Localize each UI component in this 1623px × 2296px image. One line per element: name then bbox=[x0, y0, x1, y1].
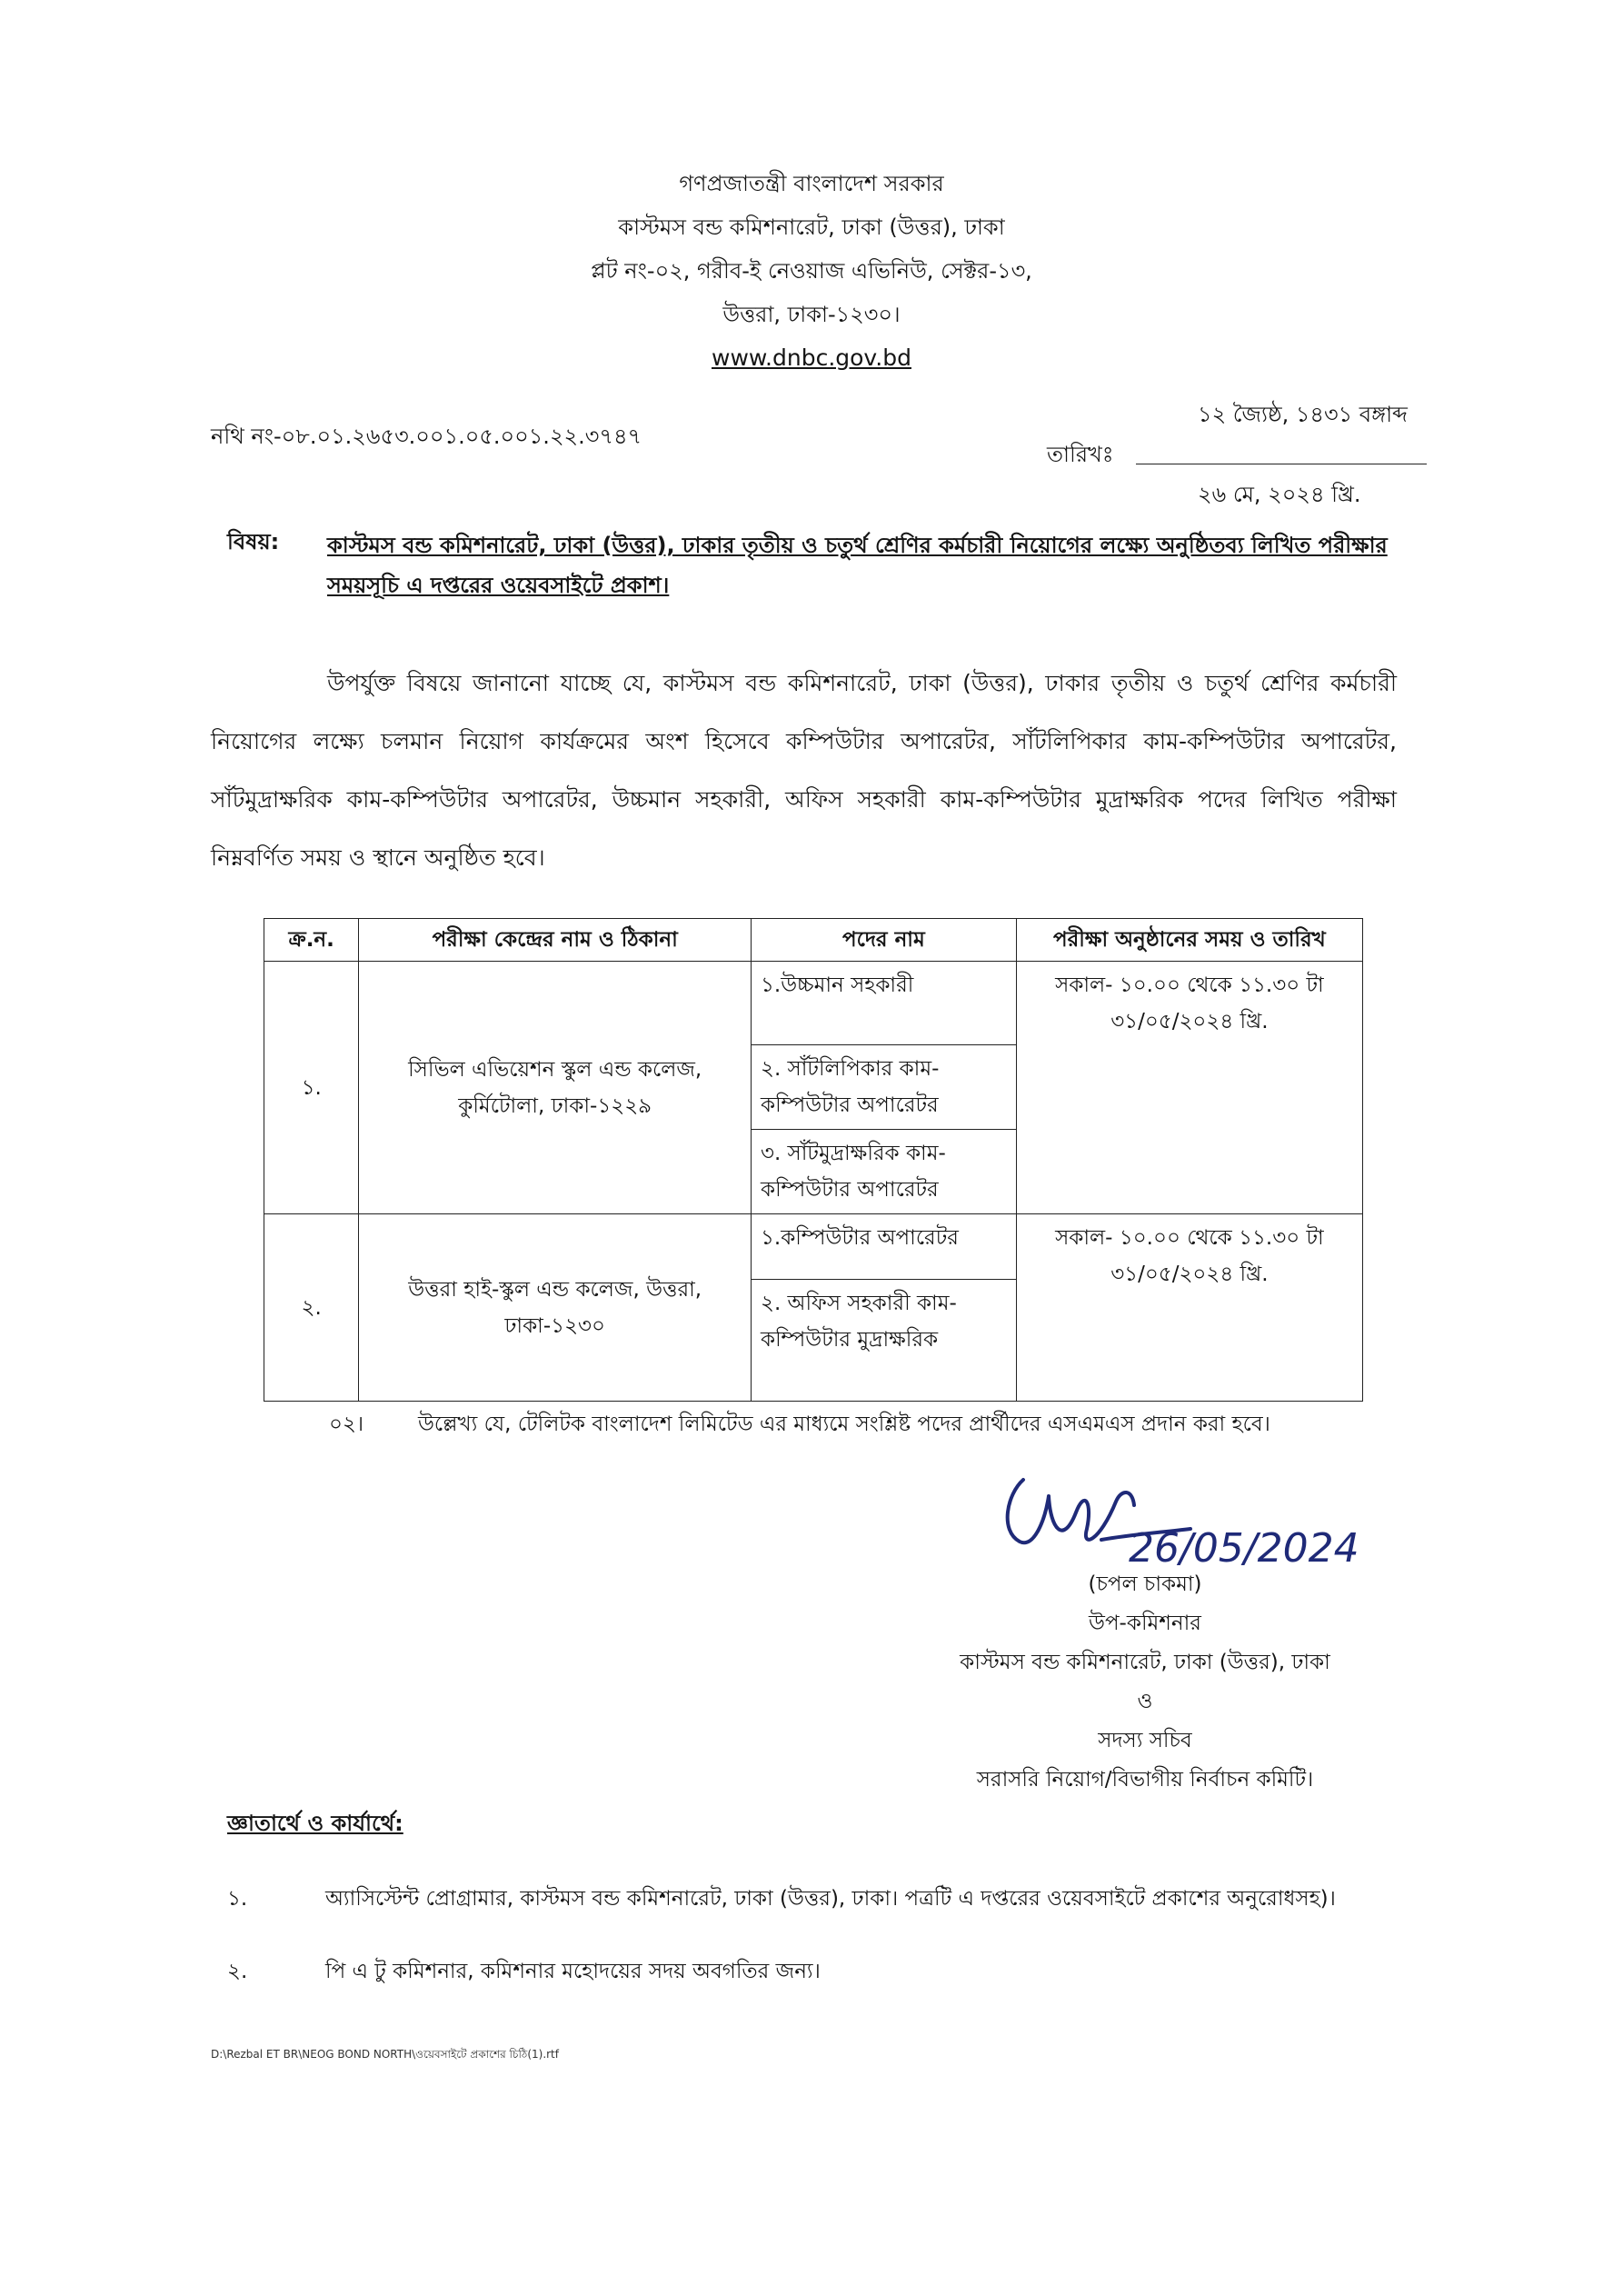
file-number: নথি নং-০৮.০১.২৬৫৩.০০১.০৫.০০১.২২.৩৭৪৭ bbox=[211, 424, 642, 449]
subject-label: বিষয়: bbox=[227, 529, 280, 554]
row-post-name: ২. অফিস সহকারী কাম-কম্পিউটার মুদ্রাক্ষরিক bbox=[751, 1280, 1016, 1402]
row-exam-center: উত্তরা হাই-স্কুল এন্ড কলেজ, উত্তরা, ঢাকা-১২৩০ bbox=[359, 1214, 752, 1402]
exam-time: সকাল- ১০.০০ থেকে ১১.৩০ টা bbox=[1055, 1226, 1324, 1250]
signature-date: 26/05/2024 bbox=[1129, 1525, 1359, 1569]
row-exam-time bbox=[1016, 1214, 1362, 1402]
signer-designation: উপ-কমিশনার bbox=[1089, 1612, 1201, 1635]
signer-office: কাস্টমস বন্ড কমিশনারেট, ঢাকা (উত্তর), ঢাকা bbox=[960, 1651, 1330, 1674]
letterhead-address-1: প্লট নং-০২, গরীব-ই নেওয়াজ এভিনিউ, সেক্টর-১৩, bbox=[591, 258, 1032, 284]
handwritten-signature bbox=[980, 1462, 1407, 1569]
file-path-footer: D:\Rezbal ET BR\NEOG BOND NORTH\ওয়েবসাইটে প্রকাশের চিঠি(1).rtf bbox=[211, 2048, 559, 2061]
subject-content: কাস্টমস বন্ড কমিশনারেট, ঢাকা (উত্তর), ঢাকার তৃতীয় ও চতুর্থ শ্রেণির কর্মচারী নিয়োগের লক্ষ্যে অনুষ্ঠিতব্য লিখিত পরীক্ষার সময়সূচি এ দপ্তরের ওয়েবসাইটে প্রকাশ। bbox=[327, 533, 1388, 598]
exam-schedule-table bbox=[264, 918, 1363, 1402]
cc-item-number: ২. bbox=[227, 1960, 248, 1983]
letterhead-website-link[interactable]: www.dnbc.gov.bd bbox=[712, 344, 911, 371]
date-label: তারিখঃ bbox=[1047, 442, 1114, 467]
row-post-name: ১.কম্পিউটার অপারেটর bbox=[751, 1214, 1016, 1280]
row-serial: ১. bbox=[264, 962, 359, 1214]
row-post-name: ১.উচ্চমান সহকারী bbox=[751, 962, 1016, 1045]
note-number: ০২। bbox=[329, 1413, 364, 1436]
letterhead bbox=[0, 162, 1623, 380]
row-post-name: ৩. সাঁটমুদ্রাক্ষরিক কাম-কম্পিউটার অপারেটর bbox=[751, 1130, 1016, 1214]
header-post-name: পদের নাম bbox=[751, 919, 1016, 962]
table-row bbox=[264, 1214, 1363, 1280]
letterhead-govt: গণপ্রজাতন্ত্রী বাংলাদেশ সরকার bbox=[679, 171, 944, 196]
exam-time: সকাল- ১০.০০ থেকে ১১.৩০ টা bbox=[1055, 973, 1324, 997]
cc-item-number: ১. bbox=[227, 1887, 248, 1911]
subject-text bbox=[327, 525, 1399, 605]
signer-and: ও bbox=[1137, 1690, 1153, 1713]
cc-item-text: অ্যাসিস্টেন্ট প্রোগ্রামার, কাস্টমস বন্ড কমিশনারেট, ঢাকা (উত্তর), ঢাকা। পত্রটি এ দপ্তরের ওয়েবসাইটে প্রকাশের অনুরোধসহ)। bbox=[325, 1887, 1336, 1911]
signer-block bbox=[909, 1565, 1381, 1800]
date-gregorian: ২৬ মে, ২০২৪ খ্রি. bbox=[1198, 482, 1361, 507]
cc-item-text: পি এ টু কমিশনার, কমিশনার মহোদয়ের সদয় অবগতির জন্য। bbox=[325, 1960, 821, 1983]
letterhead-address-2: উত্তরা, ঢাকা-১২৩০। bbox=[722, 302, 901, 327]
signer-name: (চপল চাকমা) bbox=[1088, 1572, 1202, 1596]
header-exam-time: পরীক্ষা অনুষ্ঠানের সময় ও তারিখ bbox=[1016, 919, 1362, 962]
header-exam-center: পরীক্ষা কেন্দ্রের নাম ও ঠিকানা bbox=[359, 919, 752, 962]
table-header-row bbox=[264, 919, 1363, 962]
exam-date: ৩১/০৫/২০২৪ খ্রি. bbox=[1110, 1263, 1269, 1286]
table-row bbox=[264, 962, 1363, 1045]
row-post-name: ২. সাঁটলিপিকার কাম-কম্পিউটার অপারেটর bbox=[751, 1045, 1016, 1130]
row-serial: ২. bbox=[264, 1214, 359, 1402]
letterhead-office: কাস্টমস বন্ড কমিশনারেট, ঢাকা (উত্তর), ঢাকা bbox=[618, 215, 1005, 240]
signer-committee: সরাসরি নিয়োগ/বিভাগীয় নির্বাচন কমিটি। bbox=[976, 1768, 1314, 1792]
cc-heading: জ্ঞাতার্থে ও কার্যার্থে: bbox=[227, 1811, 403, 1836]
header-serial: ক্র.ন. bbox=[264, 919, 359, 962]
date-bangla: ১২ জ্যৈষ্ঠ, ১৪৩১ বঙ্গাব্দ bbox=[1198, 402, 1408, 427]
note-text: উল্লেখ্য যে, টেলিটক বাংলাদেশ লিমিটেড এর মাধ্যমে সংশ্লিষ্ট পদের প্রার্থীদের এসএমএস প্রদান করা হবে। bbox=[418, 1413, 1270, 1436]
exam-date: ৩১/০৫/২০২৪ খ্রি. bbox=[1110, 1010, 1269, 1033]
signer-role: সদস্য সচিব bbox=[1098, 1729, 1192, 1752]
body-paragraph: উপর্যুক্ত বিষয়ে জানানো যাচ্ছে যে, কাস্টমস বন্ড কমিশনারেট, ঢাকা (উত্তর), ঢাকার তৃতীয় ও চতুর্থ শ্রেণির কর্মচারী নিয়োগের লক্ষ্যে চলমান নিয়োগ কার্যক্রমের অংশ হিসেবে কম্পিউটার অপারেটর, সাঁটলিপিকার কাম-কম্পিউটার অপারেটর, সাঁটমুদ্রাক্ষরিক কাম-কম্পিউটার অপারেটর, উচ্চমান সহকারী, অফিস সহকারী কাম-কম্পিউটার মুদ্রাক্ষরিক পদের লিখিত পরীক্ষা নিম্নবর্ণিত সময় ও স্থানে অনুষ্ঠিত হবে। bbox=[211, 670, 1397, 871]
row-exam-center: সিভিল এভিয়েশন স্কুল এন্ড কলেজ, কুর্মিটোলা, ঢাকা-১২২৯ bbox=[359, 962, 752, 1214]
row-exam-time bbox=[1016, 962, 1362, 1214]
